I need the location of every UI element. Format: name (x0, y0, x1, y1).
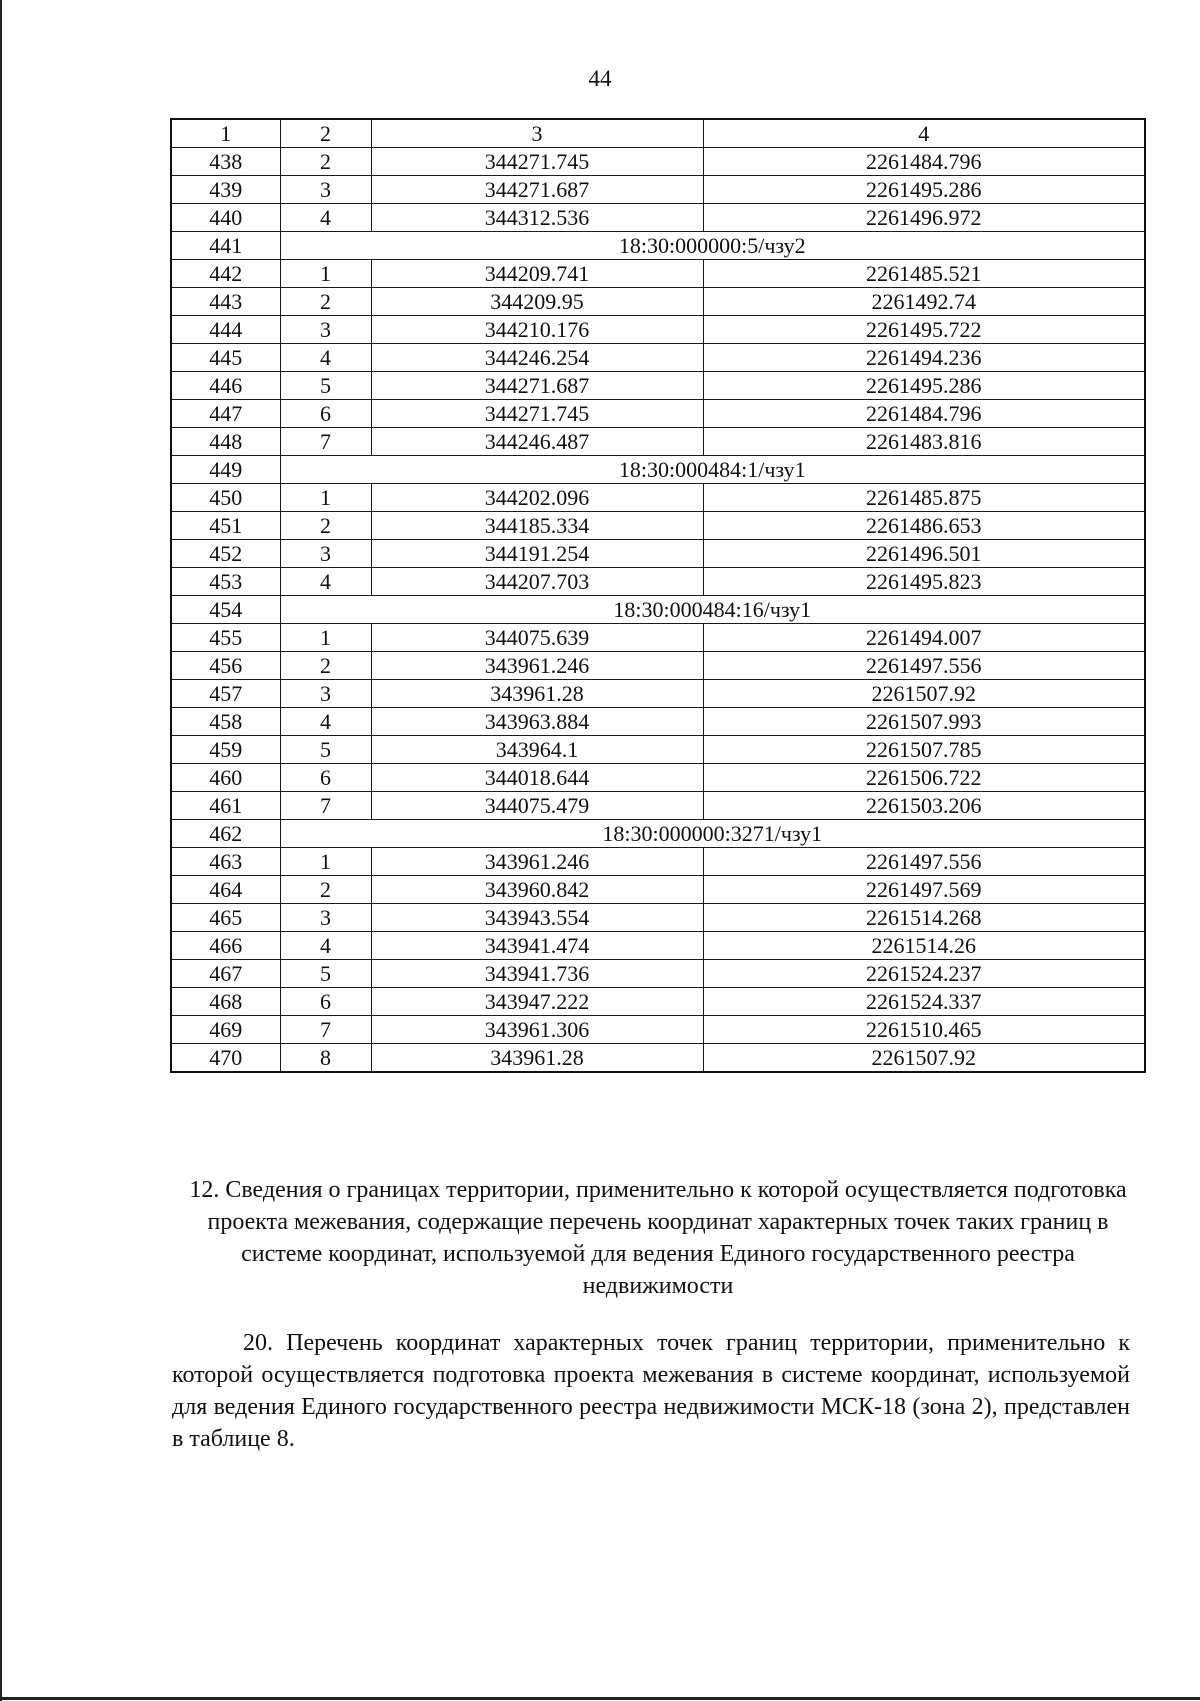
table-row (171, 204, 1145, 232)
row-number-cell: 446 (171, 372, 280, 400)
point-number-cell: 5 (280, 736, 371, 764)
row-number-cell: 464 (171, 876, 280, 904)
table-row (171, 792, 1145, 820)
y-coordinate-cell: 2261495.823 (703, 568, 1145, 596)
y-coordinate-cell: 2261524.237 (703, 960, 1145, 988)
x-coordinate-cell: 344191.254 (371, 540, 703, 568)
table-row (171, 540, 1145, 568)
x-coordinate-cell: 344271.687 (371, 372, 703, 400)
y-coordinate-cell: 2261507.92 (703, 680, 1145, 708)
row-number-cell: 438 (171, 148, 280, 176)
table-row (171, 344, 1145, 372)
x-coordinate-cell: 343963.884 (371, 708, 703, 736)
x-coordinate-cell: 344075.639 (371, 624, 703, 652)
table-row (171, 960, 1145, 988)
x-coordinate-cell: 344209.95 (371, 288, 703, 316)
page-border-bottom (0, 1697, 1200, 1700)
x-coordinate-cell: 343960.842 (371, 876, 703, 904)
table-row (171, 568, 1145, 596)
y-coordinate-cell: 2261503.206 (703, 792, 1145, 820)
table-row (171, 260, 1145, 288)
point-number-cell: 4 (280, 344, 371, 372)
x-coordinate-cell: 344202.096 (371, 484, 703, 512)
page-border-left (0, 0, 2, 1701)
x-coordinate-cell: 343961.246 (371, 652, 703, 680)
table-row (171, 988, 1145, 1016)
point-number-cell: 5 (280, 960, 371, 988)
table-row (171, 512, 1145, 540)
table-header-row (171, 119, 1145, 148)
point-number-cell: 2 (280, 148, 371, 176)
header-cell-3: 3 (371, 119, 703, 148)
y-coordinate-cell: 2261497.569 (703, 876, 1145, 904)
row-number-cell: 447 (171, 400, 280, 428)
point-number-cell: 7 (280, 792, 371, 820)
row-number-cell: 466 (171, 932, 280, 960)
table-row (171, 148, 1145, 176)
x-coordinate-cell: 343961.28 (371, 1044, 703, 1073)
y-coordinate-cell: 2261507.785 (703, 736, 1145, 764)
y-coordinate-cell: 2261485.521 (703, 260, 1145, 288)
row-number-cell: 463 (171, 848, 280, 876)
y-coordinate-cell: 2261486.653 (703, 512, 1145, 540)
y-coordinate-cell: 2261492.74 (703, 288, 1145, 316)
row-number-cell: 444 (171, 316, 280, 344)
table-row (171, 764, 1145, 792)
row-number-cell: 442 (171, 260, 280, 288)
point-number-cell: 2 (280, 652, 371, 680)
y-coordinate-cell: 2261494.236 (703, 344, 1145, 372)
table-group-row (171, 820, 1145, 848)
table-group-row (171, 232, 1145, 260)
header-cell-2: 2 (280, 119, 371, 148)
row-number-cell: 458 (171, 708, 280, 736)
row-number-cell: 460 (171, 764, 280, 792)
row-number-cell: 461 (171, 792, 280, 820)
table-row (171, 400, 1145, 428)
y-coordinate-cell: 2261524.337 (703, 988, 1145, 1016)
table-group-row (171, 456, 1145, 484)
table-row (171, 316, 1145, 344)
table-row (171, 932, 1145, 960)
cadastral-number-cell: 18:30:000484:16/чзу1 (280, 596, 1145, 624)
point-number-cell: 5 (280, 372, 371, 400)
header-cell-4: 4 (703, 119, 1145, 148)
point-number-cell: 3 (280, 176, 371, 204)
table-row (171, 904, 1145, 932)
y-coordinate-cell: 2261497.556 (703, 652, 1145, 680)
x-coordinate-cell: 344271.745 (371, 400, 703, 428)
point-number-cell: 1 (280, 484, 371, 512)
row-number-cell: 445 (171, 344, 280, 372)
y-coordinate-cell: 2261484.796 (703, 400, 1145, 428)
row-number-cell: 450 (171, 484, 280, 512)
table-row (171, 176, 1145, 204)
x-coordinate-cell: 344018.644 (371, 764, 703, 792)
y-coordinate-cell: 2261495.286 (703, 372, 1145, 400)
table-group-row (171, 596, 1145, 624)
y-coordinate-cell: 2261506.722 (703, 764, 1145, 792)
y-coordinate-cell: 2261495.286 (703, 176, 1145, 204)
y-coordinate-cell: 2261514.26 (703, 932, 1145, 960)
row-number-cell: 449 (171, 456, 280, 484)
table-row (171, 624, 1145, 652)
page-number: 44 (588, 66, 612, 91)
point-number-cell: 7 (280, 1016, 371, 1044)
point-number-cell: 7 (280, 428, 371, 456)
x-coordinate-cell: 343964.1 (371, 736, 703, 764)
point-number-cell: 4 (280, 932, 371, 960)
row-number-cell: 443 (171, 288, 280, 316)
table-row (171, 428, 1145, 456)
x-coordinate-cell: 344075.479 (371, 792, 703, 820)
row-number-cell: 448 (171, 428, 280, 456)
row-number-cell: 456 (171, 652, 280, 680)
y-coordinate-cell: 2261483.816 (703, 428, 1145, 456)
row-number-cell: 469 (171, 1016, 280, 1044)
point-number-cell: 3 (280, 680, 371, 708)
coordinates-table-body (171, 119, 1145, 1072)
point-number-cell: 2 (280, 288, 371, 316)
x-coordinate-cell: 343941.736 (371, 960, 703, 988)
y-coordinate-cell: 2261484.796 (703, 148, 1145, 176)
x-coordinate-cell: 344207.703 (371, 568, 703, 596)
y-coordinate-cell: 2261510.465 (703, 1016, 1145, 1044)
row-number-cell: 462 (171, 820, 280, 848)
point-number-cell: 6 (280, 988, 371, 1016)
x-coordinate-cell: 344246.254 (371, 344, 703, 372)
table-row (171, 848, 1145, 876)
x-coordinate-cell: 343947.222 (371, 988, 703, 1016)
point-number-cell: 1 (280, 848, 371, 876)
x-coordinate-cell: 343943.554 (371, 904, 703, 932)
point-number-cell: 4 (280, 708, 371, 736)
row-number-cell: 451 (171, 512, 280, 540)
x-coordinate-cell: 344312.536 (371, 204, 703, 232)
point-number-cell: 2 (280, 876, 371, 904)
table-row (171, 680, 1145, 708)
y-coordinate-cell: 2261496.501 (703, 540, 1145, 568)
y-coordinate-cell: 2261507.92 (703, 1044, 1145, 1073)
point-number-cell: 3 (280, 540, 371, 568)
x-coordinate-cell: 344185.334 (371, 512, 703, 540)
x-coordinate-cell: 343961.28 (371, 680, 703, 708)
point-number-cell: 8 (280, 1044, 371, 1073)
point-number-cell: 1 (280, 260, 371, 288)
row-number-cell: 439 (171, 176, 280, 204)
body-paragraph: 20. Перечень координат характерных точек границ территории, применительно к которой осуществляется подготовка проекта межевания в системе координат, используемой для ведения Единого государственного реестра недвижимости МСК-18 (зона 2), представлен в таблице 8. (172, 1330, 1130, 1452)
table-row (171, 484, 1145, 512)
header-cell-1: 1 (171, 119, 280, 148)
table-row (171, 708, 1145, 736)
x-coordinate-cell: 344210.176 (371, 316, 703, 344)
x-coordinate-cell: 344271.745 (371, 148, 703, 176)
row-number-cell: 440 (171, 204, 280, 232)
row-number-cell: 452 (171, 540, 280, 568)
x-coordinate-cell: 344271.687 (371, 176, 703, 204)
y-coordinate-cell: 2261485.875 (703, 484, 1145, 512)
cadastral-number-cell: 18:30:000484:1/чзу1 (280, 456, 1145, 484)
point-number-cell: 3 (280, 316, 371, 344)
table-row (171, 652, 1145, 680)
table-row (171, 736, 1145, 764)
point-number-cell: 6 (280, 400, 371, 428)
point-number-cell: 6 (280, 764, 371, 792)
y-coordinate-cell: 2261496.972 (703, 204, 1145, 232)
coordinates-table (170, 118, 1146, 1073)
y-coordinate-cell: 2261514.268 (703, 904, 1145, 932)
point-number-cell: 4 (280, 204, 371, 232)
cadastral-number-cell: 18:30:000000:3271/чзу1 (280, 820, 1145, 848)
row-number-cell: 453 (171, 568, 280, 596)
row-number-cell: 459 (171, 736, 280, 764)
point-number-cell: 3 (280, 904, 371, 932)
row-number-cell: 457 (171, 680, 280, 708)
y-coordinate-cell: 2261494.007 (703, 624, 1145, 652)
row-number-cell: 468 (171, 988, 280, 1016)
point-number-cell: 2 (280, 512, 371, 540)
point-number-cell: 1 (280, 624, 371, 652)
row-number-cell: 467 (171, 960, 280, 988)
x-coordinate-cell: 344246.487 (371, 428, 703, 456)
cadastral-number-cell: 18:30:000000:5/чзу2 (280, 232, 1145, 260)
row-number-cell: 441 (171, 232, 280, 260)
row-number-cell: 465 (171, 904, 280, 932)
table-row (171, 1016, 1145, 1044)
section-heading: 12. Сведения о границах территории, применительно к которой осуществляется подготовка проекта межевания, содержащие перечень координат характерных точек таких границ в системе координат, используемой для ведения Единого государственного реестра недвижимости (189, 1177, 1127, 1299)
table-row (171, 372, 1145, 400)
table-row (171, 876, 1145, 904)
row-number-cell: 454 (171, 596, 280, 624)
table-row (171, 288, 1145, 316)
row-number-cell: 470 (171, 1044, 280, 1073)
x-coordinate-cell: 344209.741 (371, 260, 703, 288)
table-row (171, 1044, 1145, 1073)
y-coordinate-cell: 2261507.993 (703, 708, 1145, 736)
y-coordinate-cell: 2261497.556 (703, 848, 1145, 876)
x-coordinate-cell: 343961.306 (371, 1016, 703, 1044)
point-number-cell: 4 (280, 568, 371, 596)
x-coordinate-cell: 343941.474 (371, 932, 703, 960)
row-number-cell: 455 (171, 624, 280, 652)
y-coordinate-cell: 2261495.722 (703, 316, 1145, 344)
x-coordinate-cell: 343961.246 (371, 848, 703, 876)
